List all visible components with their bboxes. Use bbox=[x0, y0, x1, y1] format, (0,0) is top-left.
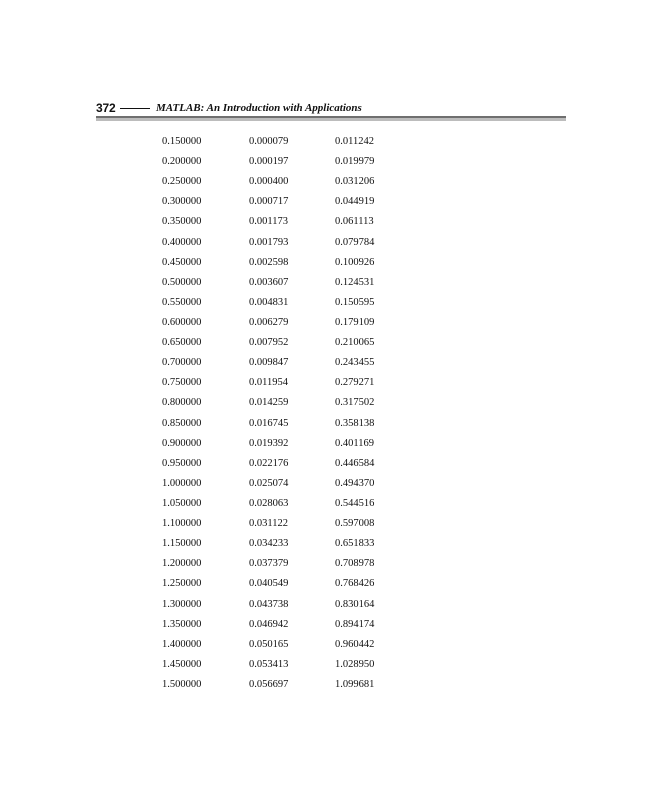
table-cell-col1: 1.450000 bbox=[162, 658, 202, 670]
table-cell-col1: 0.550000 bbox=[162, 296, 202, 308]
table-cell-col2: 0.004831 bbox=[249, 296, 289, 308]
table-cell-col2: 0.001173 bbox=[249, 216, 288, 228]
table-row bbox=[160, 615, 400, 635]
table-row bbox=[160, 353, 400, 373]
table-cell-col3: 0.061113 bbox=[335, 216, 374, 228]
table-cell-col1: 0.650000 bbox=[162, 337, 202, 349]
table-row bbox=[160, 574, 400, 594]
table-cell-col3: 0.494370 bbox=[335, 477, 375, 489]
table-row bbox=[160, 454, 400, 474]
table-cell-col3: 0.011242 bbox=[335, 136, 374, 147]
table-cell-col1: 1.100000 bbox=[162, 518, 202, 530]
table-cell-col2: 0.046942 bbox=[249, 618, 289, 630]
table-cell-col3: 0.279271 bbox=[335, 377, 375, 389]
table-cell-col2: 0.011954 bbox=[249, 377, 288, 389]
table-cell-col1: 0.400000 bbox=[162, 236, 202, 248]
table-cell-col3: 0.150595 bbox=[335, 296, 375, 308]
table-cell-col2: 0.025074 bbox=[249, 477, 289, 489]
data-table bbox=[160, 132, 400, 695]
table-row bbox=[160, 253, 400, 273]
table-row bbox=[160, 655, 400, 675]
table-cell-col3: 0.358138 bbox=[335, 417, 375, 429]
table-row bbox=[160, 212, 400, 232]
table-cell-col3: 0.019979 bbox=[335, 156, 375, 168]
table-cell-col1: 1.400000 bbox=[162, 638, 202, 650]
table-cell-col1: 0.450000 bbox=[162, 256, 202, 268]
table-cell-col3: 0.446584 bbox=[335, 457, 375, 469]
table-cell-col1: 0.950000 bbox=[162, 457, 202, 469]
table-cell-col3: 1.028950 bbox=[335, 658, 375, 670]
table-cell-col2: 0.014259 bbox=[249, 397, 289, 409]
table-cell-col2: 0.022176 bbox=[249, 457, 289, 469]
table-cell-col2: 0.028063 bbox=[249, 497, 289, 509]
table-cell-col3: 0.768426 bbox=[335, 578, 375, 590]
table-cell-col1: 1.300000 bbox=[162, 598, 202, 610]
table-cell-col1: 0.600000 bbox=[162, 316, 202, 328]
table-cell-col1: 0.700000 bbox=[162, 357, 202, 369]
table-cell-col1: 1.000000 bbox=[162, 477, 202, 489]
table-cell-col2: 0.000400 bbox=[249, 176, 289, 188]
table-cell-col3: 0.179109 bbox=[335, 316, 375, 328]
table-cell-col1: 1.200000 bbox=[162, 558, 202, 570]
book-title: MATLAB: An Introduction with Applications bbox=[156, 102, 362, 114]
table-row bbox=[160, 534, 400, 554]
table-cell-col2: 0.056697 bbox=[249, 678, 289, 690]
table-cell-col3: 0.243455 bbox=[335, 357, 375, 369]
table-row bbox=[160, 434, 400, 454]
table-cell-col1: 0.750000 bbox=[162, 377, 202, 389]
table-cell-col2: 0.037379 bbox=[249, 558, 289, 570]
table-cell-col3: 0.401169 bbox=[335, 437, 374, 449]
table-cell-col1: 1.350000 bbox=[162, 618, 202, 630]
table-cell-col1: 0.800000 bbox=[162, 397, 202, 409]
table-row bbox=[160, 595, 400, 615]
table-row bbox=[160, 554, 400, 574]
table-cell-col1: 0.850000 bbox=[162, 417, 202, 429]
table-cell-col3: 0.100926 bbox=[335, 256, 375, 268]
table-cell-col1: 0.900000 bbox=[162, 437, 202, 449]
table-cell-col2: 0.001793 bbox=[249, 236, 289, 248]
table-cell-col3: 0.544516 bbox=[335, 497, 375, 509]
table-cell-col1: 1.500000 bbox=[162, 678, 202, 690]
table-cell-col3: 0.044919 bbox=[335, 196, 375, 208]
table-cell-col3: 0.651833 bbox=[335, 538, 375, 550]
table-cell-col2: 0.009847 bbox=[249, 357, 289, 369]
table-cell-col3: 0.894174 bbox=[335, 618, 375, 630]
header-rule bbox=[96, 116, 566, 121]
table-row bbox=[160, 635, 400, 655]
table-cell-col3: 0.079784 bbox=[335, 236, 375, 248]
table-cell-col2: 0.003607 bbox=[249, 276, 289, 288]
table-row bbox=[160, 293, 400, 313]
table-cell-col3: 0.317502 bbox=[335, 397, 375, 409]
table-row bbox=[160, 313, 400, 333]
table-cell-col3: 1.099681 bbox=[335, 678, 375, 690]
table-cell-col2: 0.000079 bbox=[249, 136, 289, 147]
table-cell-col2: 0.016745 bbox=[249, 417, 289, 429]
table-cell-col3: 0.960442 bbox=[335, 638, 375, 650]
table-cell-col1: 0.200000 bbox=[162, 156, 202, 168]
table-row bbox=[160, 233, 400, 253]
table-row bbox=[160, 373, 400, 393]
table-cell-col3: 0.830164 bbox=[335, 598, 375, 610]
table-cell-col3: 0.124531 bbox=[335, 276, 375, 288]
table-cell-col2: 0.031122 bbox=[249, 518, 288, 530]
table-cell-col1: 0.150000 bbox=[162, 136, 202, 147]
table-cell-col2: 0.034233 bbox=[249, 538, 289, 550]
table-cell-col1: 0.250000 bbox=[162, 176, 202, 188]
table-cell-col2: 0.006279 bbox=[249, 316, 289, 328]
table-cell-col2: 0.000197 bbox=[249, 156, 289, 168]
table-row bbox=[160, 333, 400, 353]
table-row bbox=[160, 273, 400, 293]
table-cell-col1: 0.350000 bbox=[162, 216, 202, 228]
table-cell-col2: 0.053413 bbox=[249, 658, 289, 670]
header-dash bbox=[120, 108, 150, 109]
table-cell-col2: 0.043738 bbox=[249, 598, 289, 610]
table-cell-col2: 0.000717 bbox=[249, 196, 289, 208]
table-cell-col1: 1.150000 bbox=[162, 538, 202, 550]
table-row bbox=[160, 494, 400, 514]
table-cell-col3: 0.210065 bbox=[335, 337, 375, 349]
table-row bbox=[160, 132, 400, 152]
table-cell-col1: 1.050000 bbox=[162, 497, 202, 509]
table-cell-col2: 0.007952 bbox=[249, 337, 289, 349]
page-number: 372 bbox=[96, 101, 116, 115]
table-cell-col1: 0.300000 bbox=[162, 196, 202, 208]
table-row bbox=[160, 514, 400, 534]
table-cell-col3: 0.708978 bbox=[335, 558, 375, 570]
table-row bbox=[160, 414, 400, 434]
table-cell-col2: 0.002598 bbox=[249, 256, 289, 268]
table-cell-col3: 0.031206 bbox=[335, 176, 375, 188]
table-cell-col2: 0.050165 bbox=[249, 638, 289, 650]
table-row bbox=[160, 152, 400, 172]
running-header bbox=[96, 101, 566, 117]
table-row bbox=[160, 393, 400, 413]
table-row bbox=[160, 474, 400, 494]
table-row bbox=[160, 675, 400, 695]
table-row bbox=[160, 192, 400, 212]
table-cell-col2: 0.019392 bbox=[249, 437, 289, 449]
table-cell-col1: 1.250000 bbox=[162, 578, 202, 590]
table-cell-col2: 0.040549 bbox=[249, 578, 289, 590]
table-row bbox=[160, 172, 400, 192]
table-cell-col1: 0.500000 bbox=[162, 276, 202, 288]
table-cell-col3: 0.597008 bbox=[335, 518, 375, 530]
